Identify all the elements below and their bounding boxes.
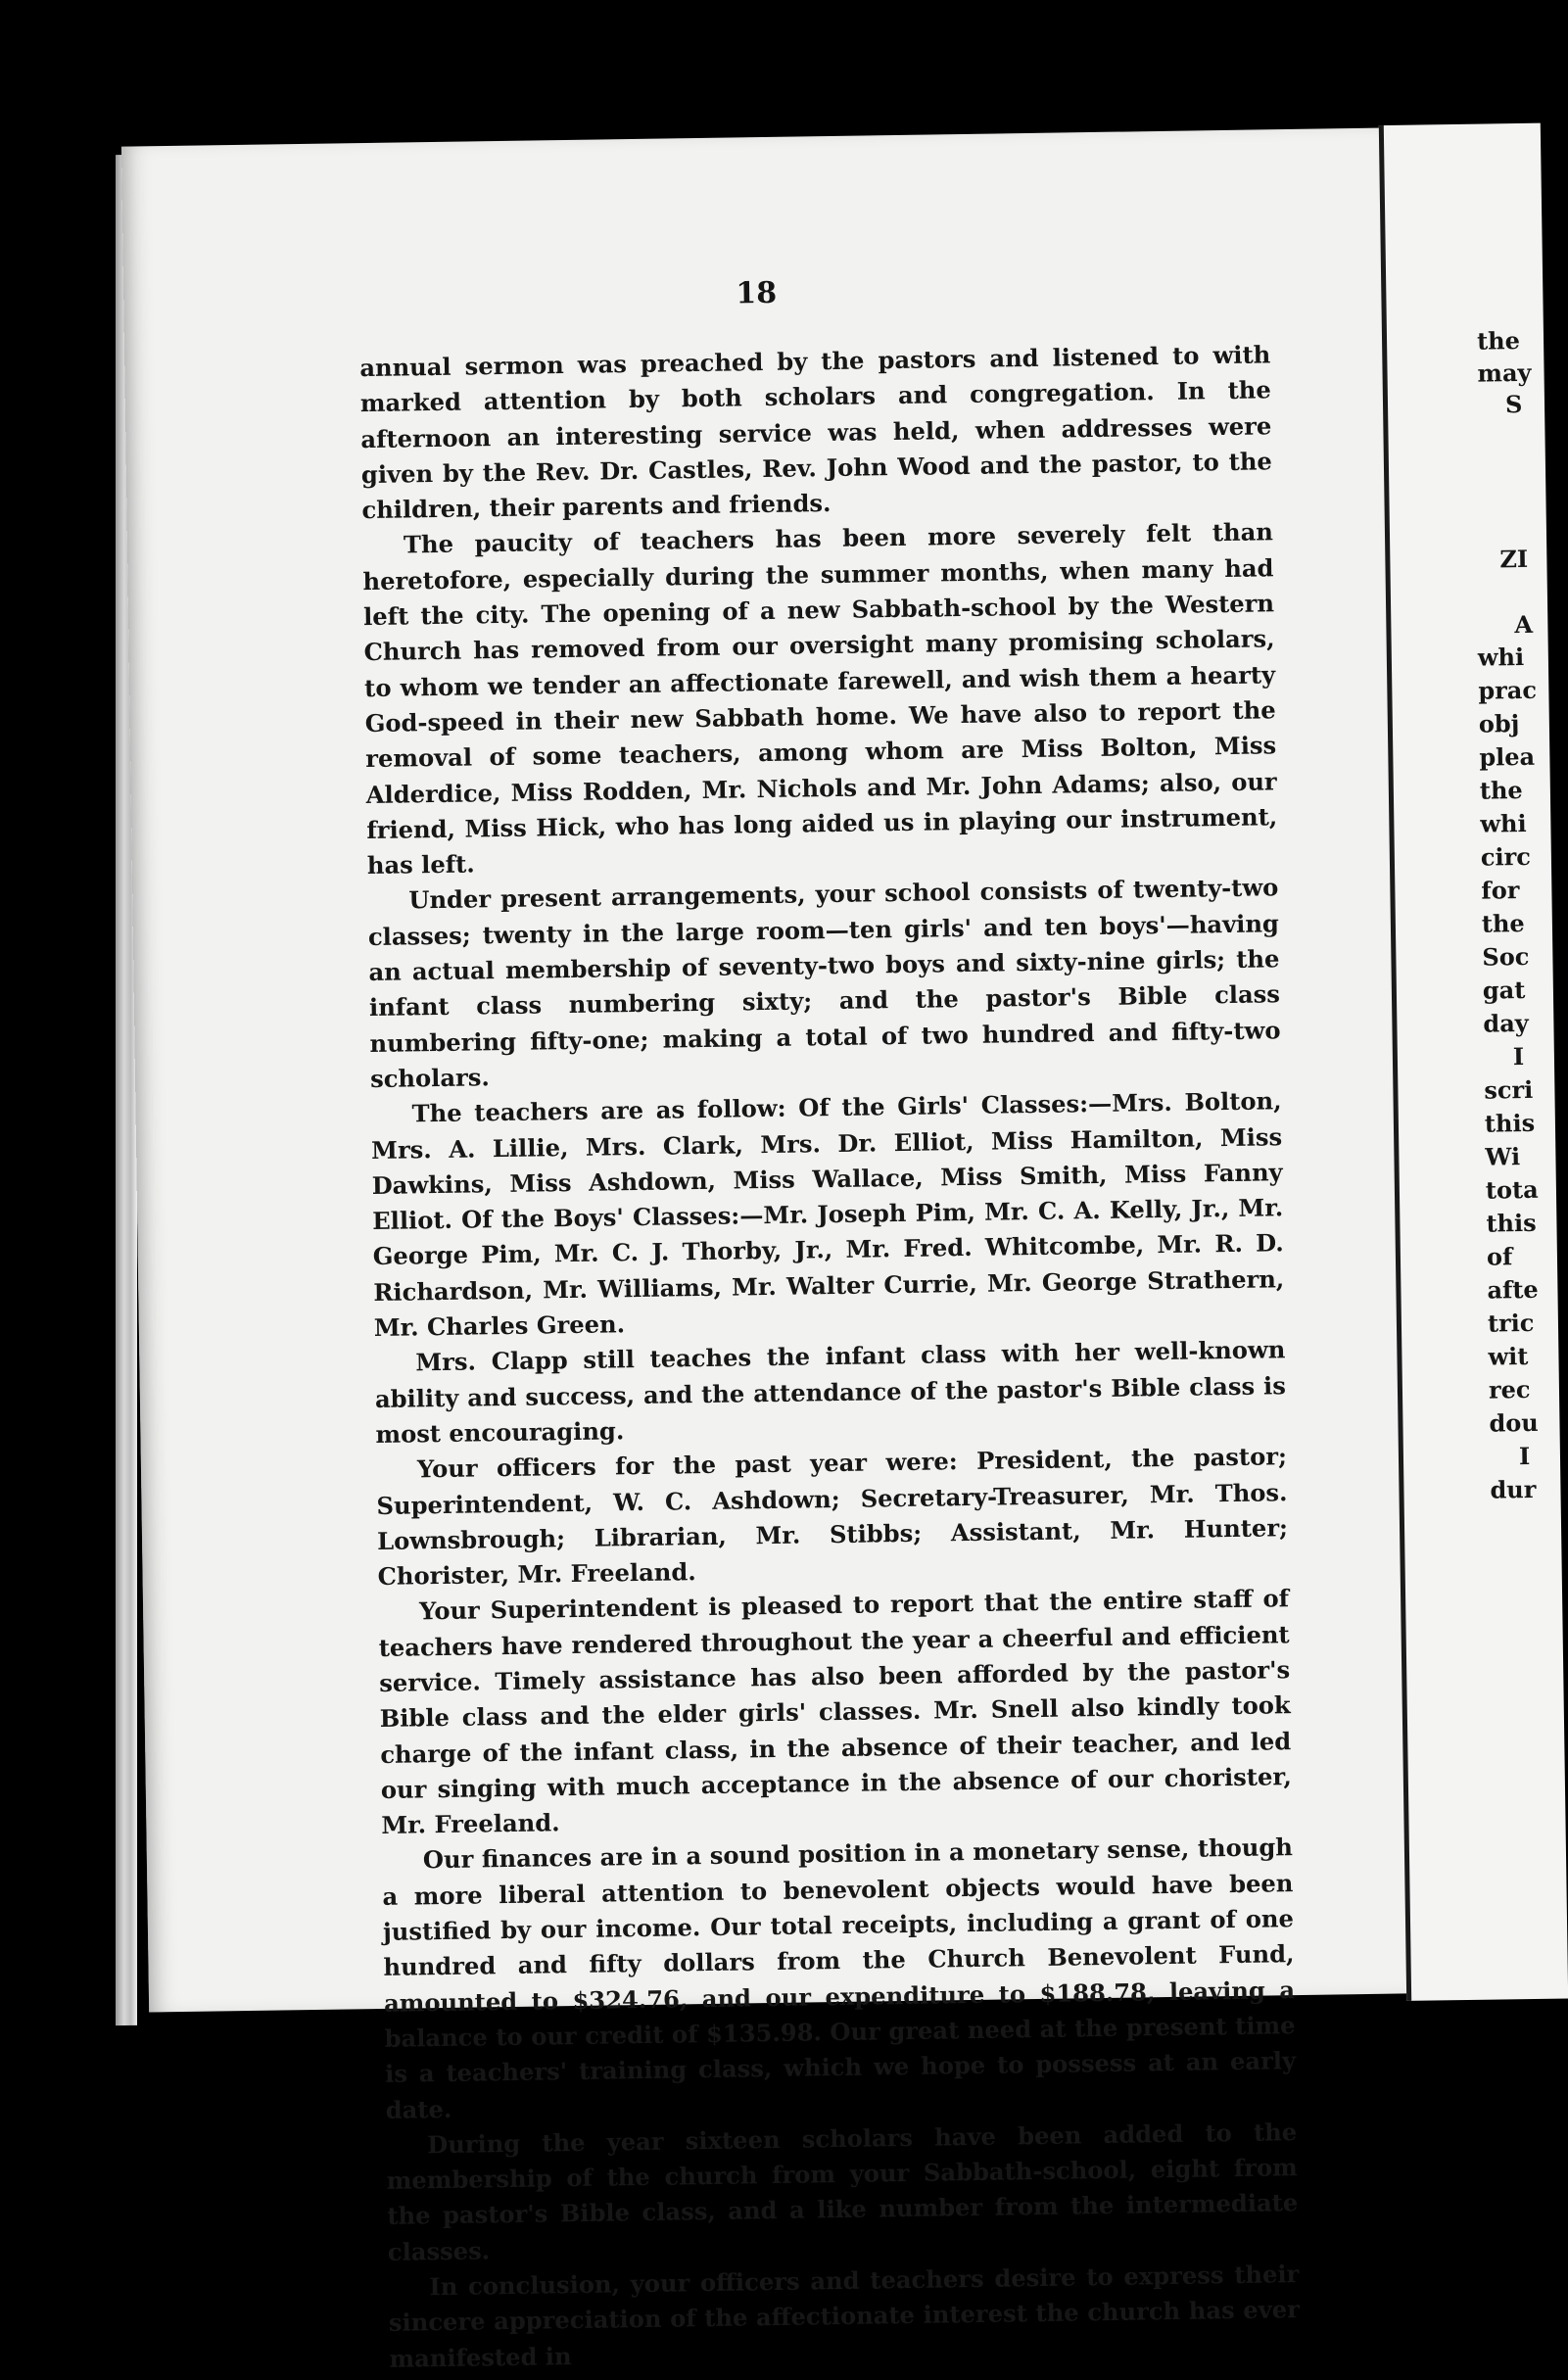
facing-fragment: this — [1486, 1208, 1537, 1238]
facing-fragment: ZI — [1499, 544, 1529, 574]
paragraph-8: Our finances are in a sound position in a monetary sense, though a more liberal attention to benevolent objects would have been justified by our income. Our total receipts, including a grant of one hundred and fifty dollars from the Church Benevolent Fund, amounted to $324.76, and our expenditure to $188.78, leaving a balance to our credit of $135.98. Our great need at the present time is a teachers' training class, which we hope to possess at an early date. — [382, 1833, 1297, 2124]
facing-fragment: tota — [1485, 1174, 1539, 1205]
facing-fragment: afte — [1487, 1274, 1539, 1305]
page-number: 18 — [736, 275, 778, 311]
facing-fragment: obj — [1478, 709, 1520, 738]
facing-fragment: for — [1481, 876, 1520, 905]
facing-fragment: plea — [1479, 741, 1536, 772]
facing-fragment: I — [1512, 1042, 1525, 1071]
facing-fragment: the — [1481, 908, 1525, 938]
paragraph-1: annual sermon was preached by the pastors and listened to with marked attention by both scholars and congregation. In the afternoon an interesting service was held, when addresses were given by the Rev. Dr. Castles, Rev. John Wood and the pastor, to the children, their parents and friends. — [359, 340, 1273, 525]
facing-fragment: tric — [1487, 1308, 1535, 1338]
paragraph-2: The paucity of teachers has been more severely felt than heretofore, especially during the summer months, when many had left the city. The opening of a new Sabbath-school by the Western Church has removed from our oversight many promising scholars, to whom we tender an affectionate farewell, and wish them a hearty God-speed in their new Sabbath home. We have also to report the removal of some teachers, among whom are Miss Bolton, Miss Alderdice, Miss Rodden, Mr. Nichols and Mr. John Adams; also, our friend, Miss Hick, who has long aided us in playing our instrument, has left. — [362, 517, 1278, 881]
paragraph-3: Under present arrangements, your school consists of twenty-two classes; twenty in the large room—ten girls' and ten boys'—having an actual membership of seventy-two boys and sixty-nine girls; the infant class numbering sixty; and the pastor's Bible class numbering fifty-one; making a total of two hundred and fifty-two scholars. — [367, 873, 1281, 1093]
facing-fragment: whi — [1480, 808, 1527, 838]
facing-fragment: whi — [1477, 642, 1525, 672]
facing-fragment: may — [1477, 357, 1532, 388]
facing-fragment: the — [1476, 325, 1521, 356]
facing-fragment: A — [1514, 609, 1534, 640]
paragraph-9: During the year sixteen scholars have been added to the membership of the church from your Sabbath-school, eight from the pastor's Bible class, and a like number from the intermediate classes. — [386, 2117, 1299, 2266]
facing-fragment: this — [1484, 1108, 1536, 1138]
facing-fragment: wit — [1488, 1341, 1529, 1371]
facing-fragment: I — [1518, 1441, 1531, 1471]
facing-fragment: gat — [1482, 975, 1526, 1005]
facing-fragment: dur — [1490, 1474, 1537, 1504]
facing-fragment: scri — [1484, 1074, 1534, 1105]
facing-fragment: prac — [1478, 675, 1538, 705]
book-page — [121, 128, 1414, 2373]
facing-page-edge — [1379, 123, 1568, 2001]
paragraph-4: The teachers are as follow: Of the Girls' Classes:—Mrs. Bolton, Mrs. A. Lillie, Mrs. Clark, Mrs. Dr. Elliot, Miss Hamilton, Miss Dawkins, Miss Ashdown, Miss Wallace, Miss Smith, Miss Fanny Elliot. Of the Boys' Classes:—Mr. Joseph Pim, Mr. C. A. Kelly, Jr., Mr. George Pim, Mr. C. J. Thorby, Jr., Mr. Fred. Whitcombe, Mr. R. D. Richardson, Mr. Williams, Mr. Walter Currie, Mr. George Strathern, Mr. Charles Green. — [370, 1086, 1285, 1343]
paragraph-10: In conclusion, your officers and teachers desire to express their sincere appreciation of the affectionate interest the church has ever manifested in — [388, 2260, 1301, 2373]
facing-fragment: the — [1479, 776, 1523, 805]
facing-fragment: circ — [1480, 841, 1532, 872]
paragraph-7: Your Superintendent is pleased to report that the entire staff of teachers have rendered throughout the year a cheerful and efficient service. Timely assistance has also been afforded by the pastor's Bible class and the elder girls' classes. Mr. Snell also kindly took charge of the infant class, in the absence of their teacher, and led our singing with much acceptance in the absence of our chorister, Mr. Freeland. — [378, 1584, 1292, 1840]
facing-fragment: day — [1483, 1008, 1529, 1038]
facing-fragment: of — [1486, 1242, 1513, 1271]
paragraph-5: Mrs. Clapp still teaches the infant class with her well-known ability and success, and the attendance of the pastor's Bible class is most encouraging. — [374, 1335, 1287, 1449]
facing-fragment: dou — [1489, 1407, 1539, 1438]
facing-fragment: rec — [1488, 1374, 1531, 1404]
facing-fragment: Wi — [1485, 1142, 1521, 1171]
page-body-text — [359, 337, 1301, 2376]
facing-fragment: Soc — [1482, 941, 1530, 972]
paragraph-6: Your officers for the past year were: President, the pastor; Superintendent, W. C. Ashdown; Secretary-Treasurer, Mr. Thos. Lownsbrough; Librarian, Mr. Stibbs; Assistant, Mr. Hunter; Chorister, Mr. Freeland. — [376, 1442, 1289, 1592]
facing-fragment: S — [1504, 389, 1523, 419]
